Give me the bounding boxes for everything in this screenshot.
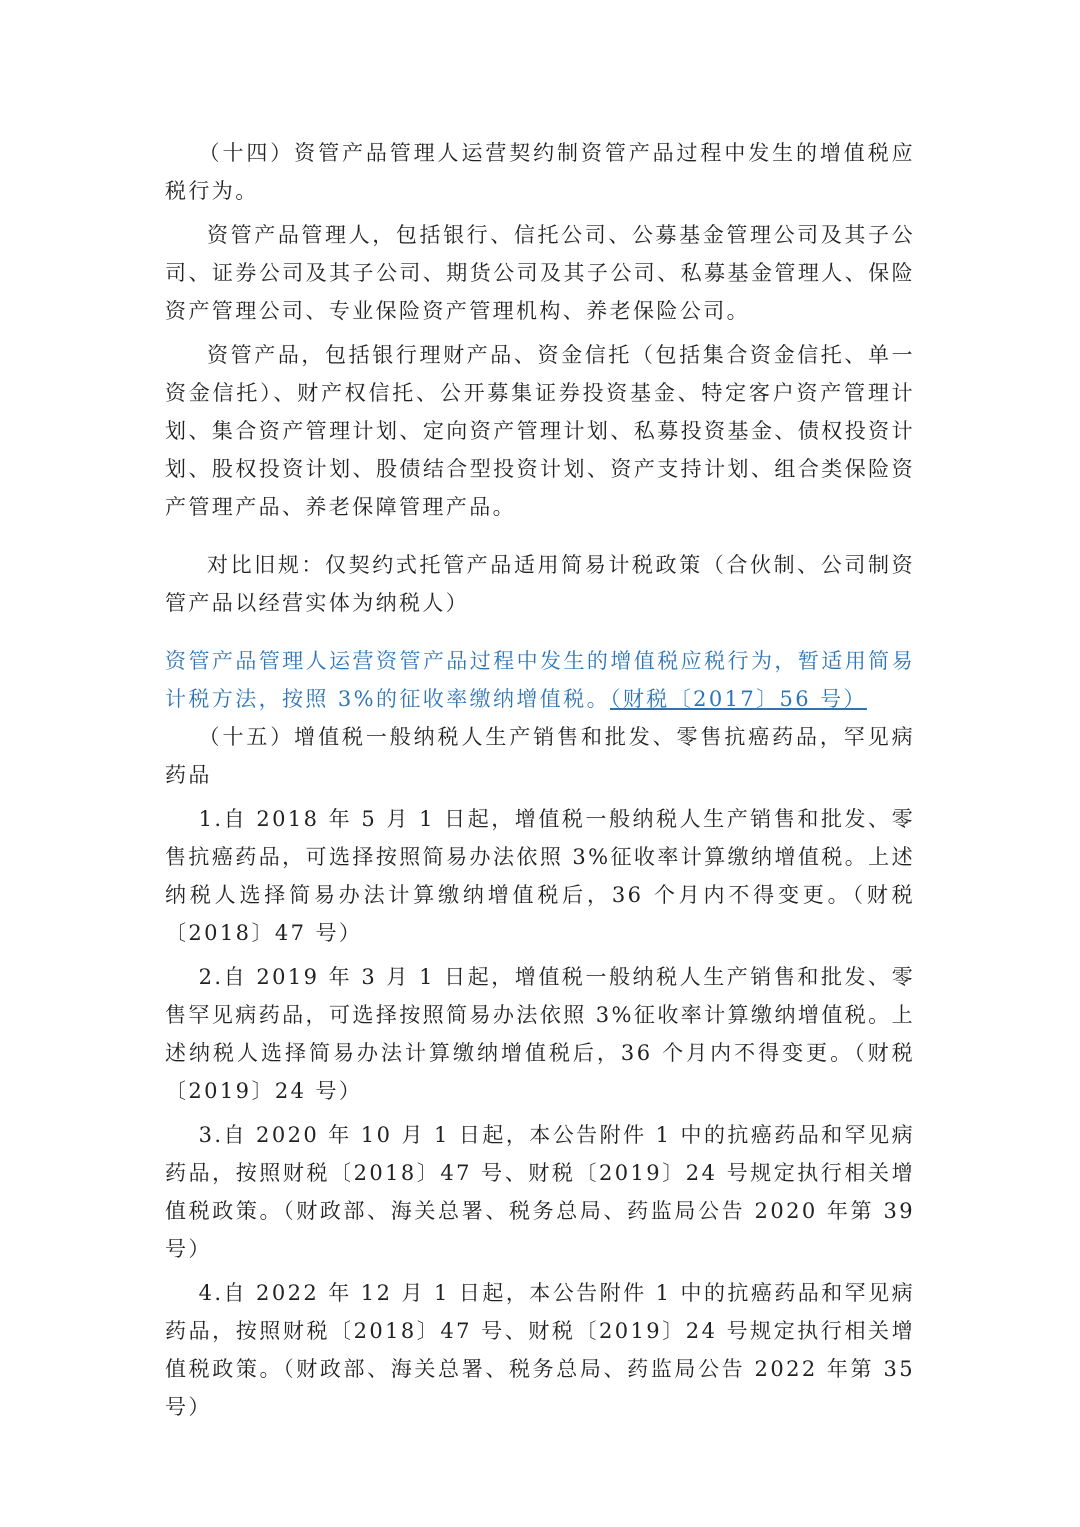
clause-4-paragraph: 4.自 2022 年 12 月 1 日起，本公告附件 1 中的抗癌药品和罕见病药品，按照财税〔2018〕47 号、财税〔2019〕24 号规定执行相关增值税政策。（财政部、海关总署、税务总局、药监局公告 2022 年第 35 号） xyxy=(165,1281,915,1419)
highlighted-rule-paragraph xyxy=(165,642,915,718)
clause-3-paragraph: 3.自 2020 年 10 月 1 日起，本公告附件 1 中的抗癌药品和罕见病药品，按照财税〔2018〕47 号、财税〔2019〕24 号规定执行相关增值税政策。（财政部、海关总署、税务总局、药监局公告 2020 年第 39 号） xyxy=(165,1123,915,1261)
section-15-heading: （十五）增值税一般纳税人生产销售和批发、零售抗癌药品，罕见病药品 xyxy=(165,725,915,787)
clause-1-paragraph: 1.自 2018 年 5 月 1 日起，增值税一般纳税人生产销售和批发、零售抗癌药品，可选择按照简易办法依照 3%征收率计算缴纳增值税。上述纳税人选择简易办法计算缴纳增值税后，36 个月内不得变更。（财税〔2018〕47 号） xyxy=(165,807,915,945)
clause-2-paragraph: 2.自 2019 年 3 月 1 日起，增值税一般纳税人生产销售和批发、零售罕见病药品，可选择按照简易办法依照 3%征收率计算缴纳增值税。上述纳税人选择简易办法计算缴纳增值税后，36 个月内不得变更。（财税〔2019〕24 号） xyxy=(165,965,915,1103)
old-rule-comparison-paragraph: 对比旧规：仅契约式托管产品适用简易计税政策（合伙制、公司制资管产品以经营实体为纳税人） xyxy=(165,553,915,615)
manager-definition-paragraph: 资管产品管理人，包括银行、信托公司、公募基金管理公司及其子公司、证券公司及其子公司、期货公司及其子公司、私募基金管理人、保险资产管理公司、专业保险资产管理机构、养老保险公司。 xyxy=(165,223,915,323)
policy-reference-link[interactable]: （财税〔2017〕56 号） xyxy=(610,687,867,711)
product-definition-paragraph: 资管产品，包括银行理财产品、资金信托（包括集合资金信托、单一资金信托）、财产权信托、公开募集证券投资基金、特定客户资产管理计划、集合资产管理计划、定向资产管理计划、私募投资基金、债权投资计划、股权投资计划、股债结合型投资计划、资产支持计划、组合类保险资产管理产品、养老保障管理产品。 xyxy=(165,343,915,519)
section-14-heading: （十四）资管产品管理人运营契约制资管产品过程中发生的增值税应税行为。 xyxy=(165,141,915,203)
document-body xyxy=(165,134,915,1426)
highlighted-rule-text: 资管产品管理人运营资管产品过程中发生的增值税应税行为，暂适用简易计税方法，按照 3%的征收率缴纳增值税。 xyxy=(165,649,915,711)
